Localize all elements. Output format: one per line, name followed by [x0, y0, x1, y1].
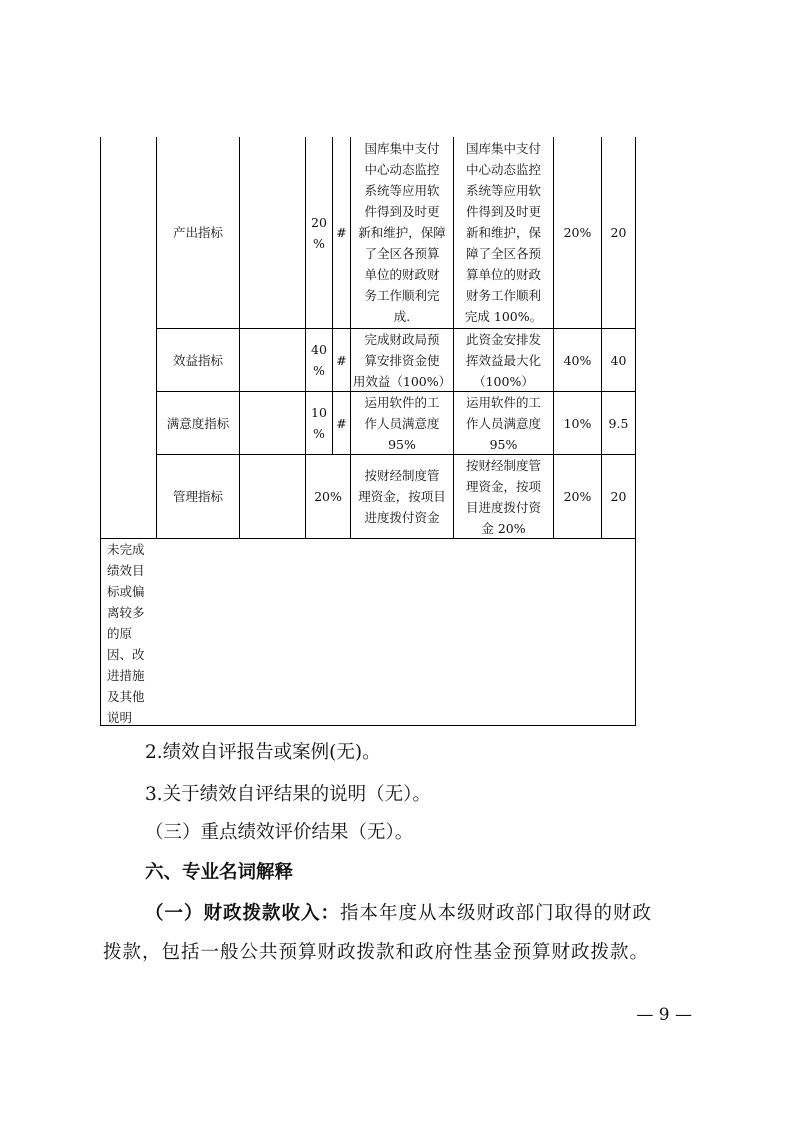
performance-table: [100, 137, 636, 726]
table-cell-score-weight: 20%: [563, 489, 592, 504]
table-cell-indicator: 管理指标: [172, 489, 223, 504]
table-cell-score: 9.5: [608, 415, 629, 431]
table-cell-target: 国库集中支付 中心动态监控 系统等应用软 件得到及时更 新和维护，保障 了全区各预算 单位的财政财 务工作顺利完 成.: [358, 141, 446, 324]
table-rule: [635, 137, 636, 726]
table-cell-actual: 运用软件的工 作人员满意度 95%: [465, 394, 541, 452]
table-cell-actual: 国库集中支付 中心动态监控 系统等应用软 件得到及时更 新和维护，保 障了全区各预 算单位的财政 财务工作顺利 完成 100%。: [464, 141, 543, 324]
paragraph-term-definition: [145, 899, 652, 925]
table-cell-weight: 10 %: [311, 405, 327, 441]
table-cell-mark: #: [336, 225, 347, 240]
table-cell-score-weight: 20%: [563, 225, 592, 240]
table-cell-score: 20: [610, 489, 627, 504]
table-cell-indicator: 效益指标: [172, 352, 223, 368]
table-cell-score: 40: [610, 352, 627, 368]
table-rule: [100, 538, 636, 539]
table-cell-mark: #: [336, 352, 347, 368]
paragraph-self-evaluation-report: 2.绩效自评报告或案例(无)。: [145, 742, 381, 763]
table-cell-actual: 此资金安排发 挥效益最大化 （100%）: [465, 331, 541, 389]
paragraph-key-evaluation-result: （三）重点绩效评价结果（无）。: [145, 822, 414, 843]
table-cell-target: 按财经制度管 理资金，按项目 进度拨付资金: [358, 468, 446, 525]
term-text: 指本年度从本级财政部门取得的财政: [340, 903, 653, 924]
paragraph-self-evaluation-result: 3.关于绩效自评结果的说明（无）。: [145, 784, 431, 805]
table-cell-explain-label: 未完成 绩效目 标或偏 离较多 的原 因、改 进措施 及其他 说明: [107, 542, 145, 725]
table-cell-weight: 20%: [314, 489, 342, 504]
paragraph-term-continuation: 拨款，包括一般公共预算财政拨款和政府性基金预算财政拨款。: [103, 942, 650, 963]
page-number: — 9 —: [636, 1005, 692, 1025]
table-cell-score-weight: 40%: [563, 352, 592, 368]
table-cell-mark: #: [336, 415, 347, 431]
section-heading: 六、专业名词解释: [145, 862, 294, 883]
table-cell-target: 完成财政局预 算安排资金使 用效益（100%）: [352, 331, 452, 389]
table-cell-weight: 40 %: [311, 342, 327, 378]
table-cell-score: 20: [610, 225, 627, 240]
table-cell-indicator: 满意度指标: [166, 415, 230, 431]
table-cell-target: 运用软件的工 作人员满意度 95%: [364, 394, 440, 452]
table-rule: [239, 137, 240, 539]
table-rule: [100, 725, 636, 726]
table-cell-indicator: 产出指标: [172, 225, 223, 240]
table-cell-score-weight: 10%: [563, 415, 592, 431]
table-cell-weight: 20 %: [311, 214, 327, 251]
table-cell-actual: 按财经制度管 理资金，按项 目进度拨付资 金 20%: [465, 457, 541, 536]
term-label: （一）财政拨款收入：: [145, 903, 341, 924]
